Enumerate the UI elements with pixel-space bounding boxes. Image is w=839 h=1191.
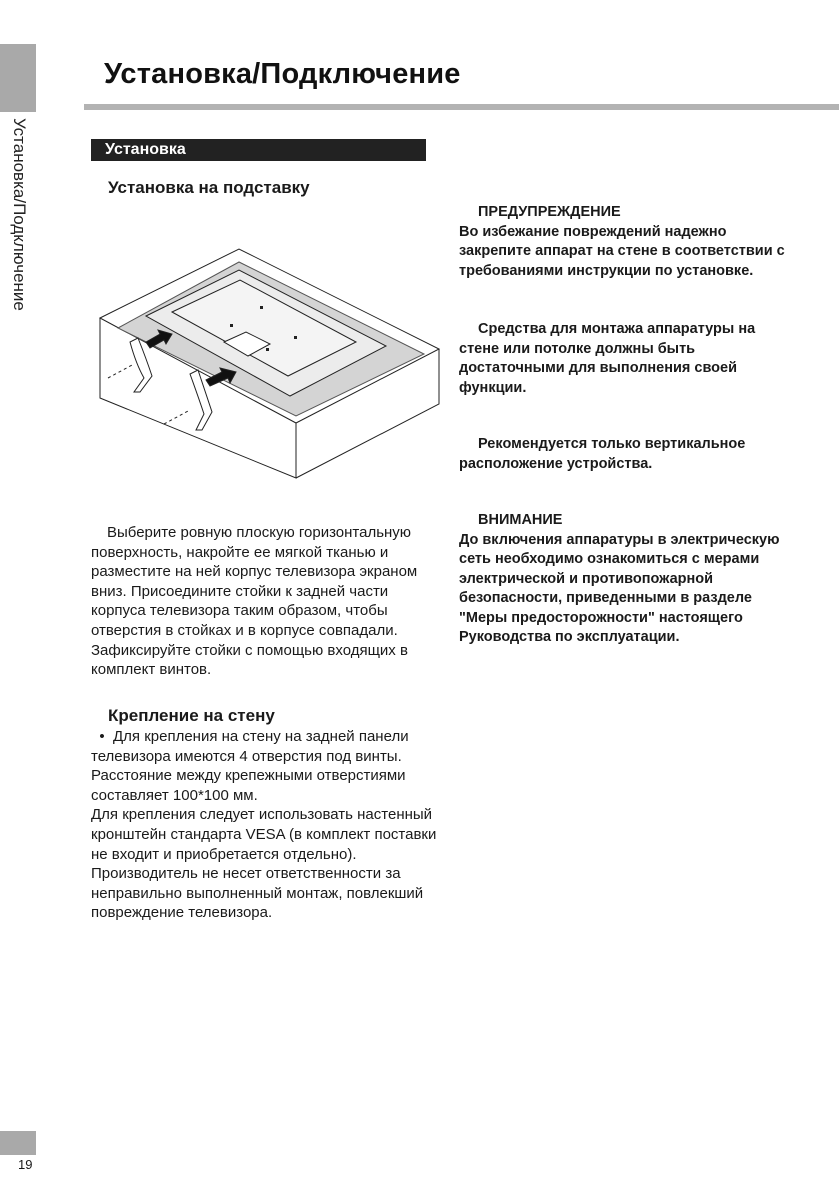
wall-mount-paragraph-2: Для крепления следует использовать настенный кронштейн стандарта VESA (в комплект поставки не входит и приобретается отдельно). Производитель не несет ответственности за неправильно выполненный монтаж, повлекший повреждение телевизора. [91,806,437,922]
title-underline [84,104,839,110]
warning-heading: ПРЕДУПРЕЖДЕНИЕ [478,204,621,220]
mounting-means-note: Средства для монтажа аппаратуры на стене или потолке должны быть достаточными для выполнения своей функции. [459,321,756,396]
attention-text: До включения аппаратуры в электрическую сеть необходимо ознакомиться с мерами электрической и противопожарной безопасности, приведенными в разделе "Меры предосторожности" настоящего Руководства по эксплуатации. [459,531,780,645]
wall-mount-heading: Крепление на стену [108,706,275,725]
page-title: Установка/Подключение [104,58,461,90]
stand-install-paragraph: Выберите ровную плоскую горизонтальную поверхность, накройте ее мягкой тканью и разместите на ней корпус телевизора экраном вниз. Присоедините стойки к задней части корпуса телевизора таким образом, чтобы отверстия в стойках и в корпусе совпадали. Зафиксируйте стойки с помощью входящих в комплект винтов. [91,524,418,679]
stand-install-heading: Установка на подставку [108,178,310,197]
notes-column [459,203,799,648]
wall-mount-paragraph-1: Для крепления на стену на задней панели телевизора имеются 4 отверстия под винты. Расстояние между крепежными отверстиями составляет 100*100 мм. [91,728,409,804]
wall-mount-text [91,727,446,923]
page-number-tab [0,1131,36,1155]
side-tab-marker [0,44,36,112]
stand-install-illustration [94,246,444,481]
vertical-position-note: Рекомендуется только вертикальное расположение устройства. [459,436,746,472]
page-number: 19 [18,1157,33,1172]
attention-heading: ВНИМАНИЕ [478,512,563,528]
warning-text: Во избежание повреждений надежно закрепите аппарат на стене в соответствии с требованиями инструкции по установке. [459,223,785,279]
bullet-marker: • [99,728,105,745]
section-heading-bar: Установка [91,139,426,161]
side-section-label: Установка/Подключение [10,118,29,311]
